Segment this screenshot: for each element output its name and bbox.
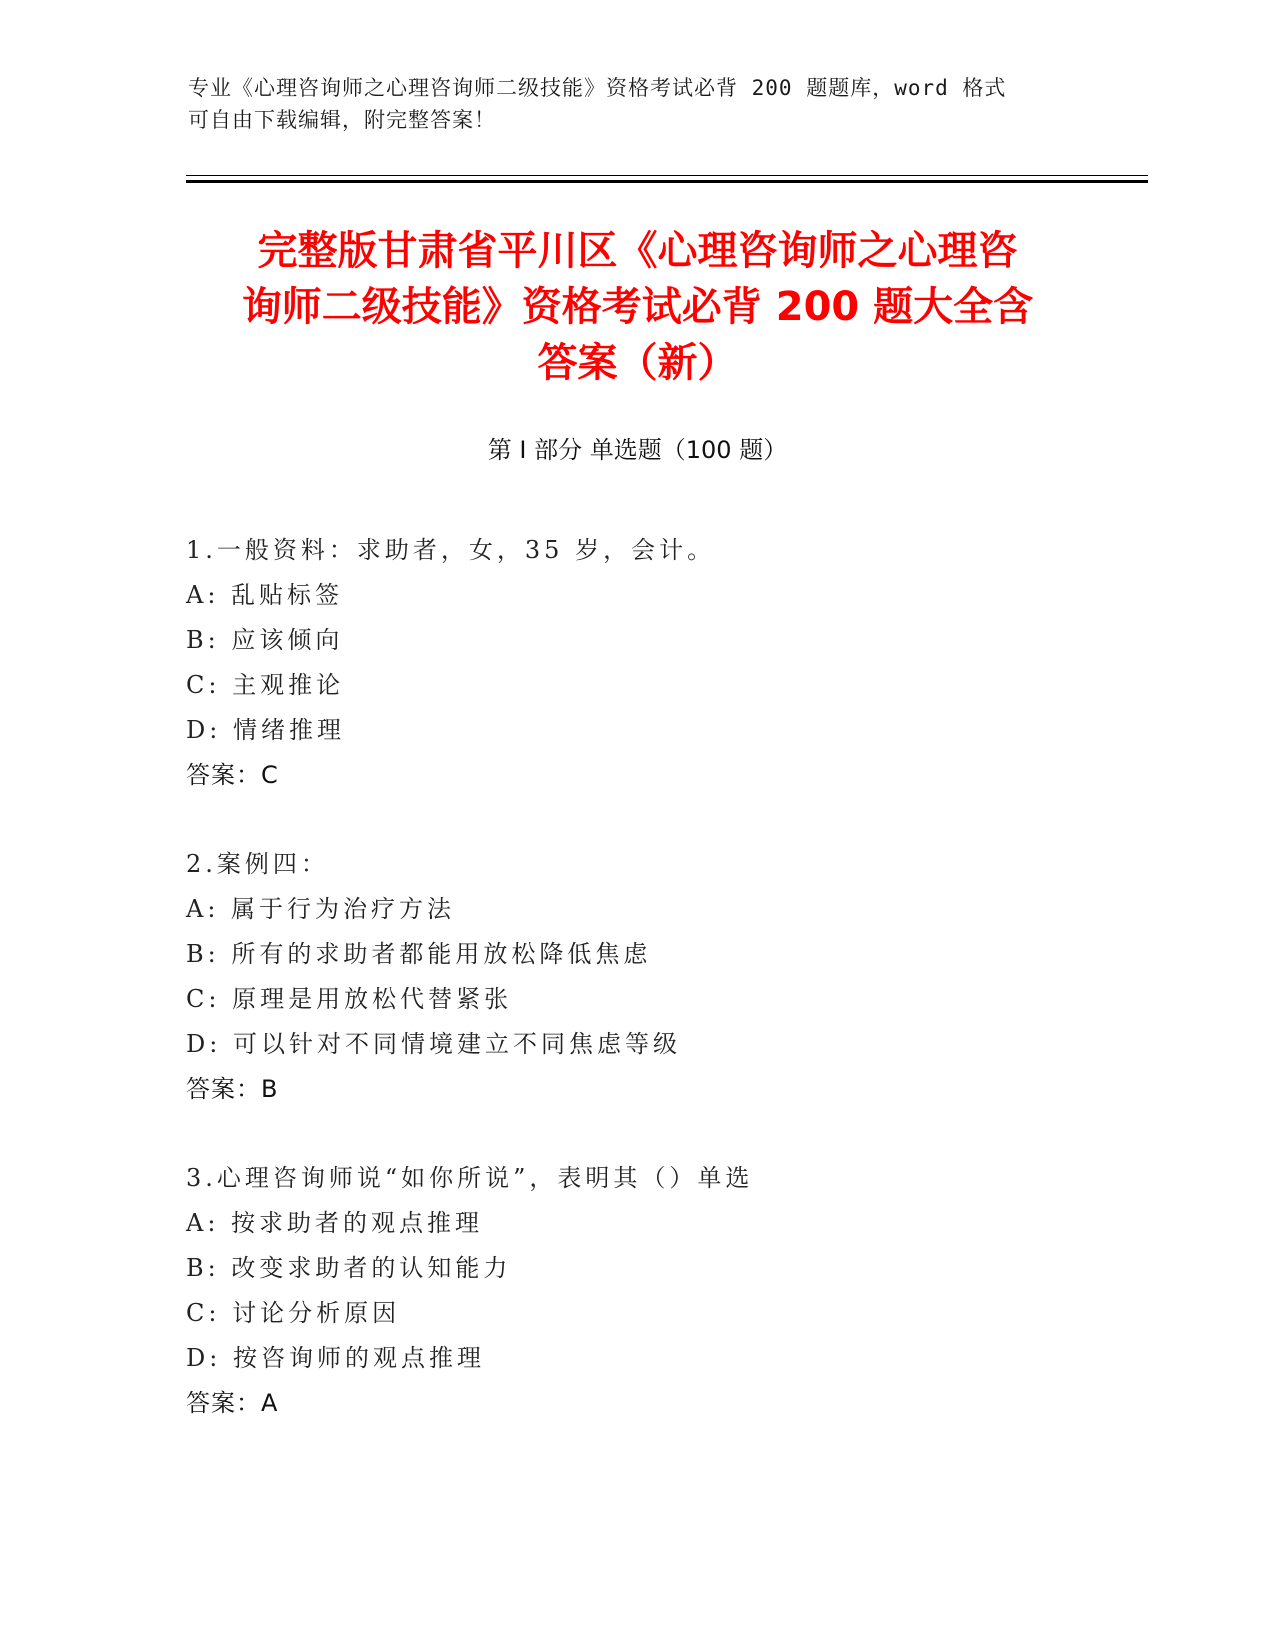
question-answer: 答案：A [186, 1389, 279, 1417]
question-stem: 2.案例四： [186, 850, 329, 878]
question-item [186, 528, 1086, 798]
question-item [186, 1156, 1086, 1426]
option-b: B: 改变求助者的认知能力 [186, 1254, 512, 1282]
header-note-line-1: 专业《心理咨询师之心理咨询师二级技能》资格考试必背 200 题题库，word 格式 [188, 76, 1007, 100]
option-a: A: 属于行为治疗方法 [186, 895, 456, 923]
title-line-2: 询师二级技能》资格考试必背 200 题大全含 [241, 284, 1034, 330]
title-line-1: 完整版甘肃省平川区《心理咨询师之心理咨 [257, 228, 1018, 274]
option-d: D: 情绪推理 [186, 716, 345, 744]
header-note [188, 72, 1068, 136]
question-list [186, 528, 1086, 1470]
question-answer: 答案：B [186, 1075, 279, 1103]
question-stem: 3.心理咨询师说“如你所说”，表明其（）单选 [186, 1164, 754, 1192]
section-title: 第 I 部分 单选题（100 题） [487, 436, 788, 464]
option-c: C: 讨论分析原因 [186, 1299, 401, 1327]
document-title [180, 223, 1095, 391]
option-d: D: 可以针对不同情境建立不同焦虑等级 [186, 1030, 681, 1058]
question-item [186, 842, 1086, 1112]
header-divider-thin [186, 175, 1148, 176]
option-b: B: 应该倾向 [186, 626, 344, 654]
option-b: B: 所有的求助者都能用放松降低焦虑 [186, 940, 652, 968]
option-c: C: 主观推论 [186, 671, 345, 699]
question-answer: 答案：C [186, 761, 279, 789]
header-note-line-2: 可自由下载编辑，附完整答案！ [188, 108, 496, 132]
option-c: C: 原理是用放松代替紧张 [186, 985, 513, 1013]
header-divider-thick [186, 180, 1148, 183]
question-stem: 1.一般资料：求助者，女，35 岁，会计。 [186, 536, 716, 564]
title-line-3: 答案（新） [537, 340, 738, 386]
option-d: D: 按咨询师的观点推理 [186, 1344, 485, 1372]
option-a: A: 乱贴标签 [186, 581, 344, 609]
option-a: A: 按求助者的观点推理 [186, 1209, 484, 1237]
